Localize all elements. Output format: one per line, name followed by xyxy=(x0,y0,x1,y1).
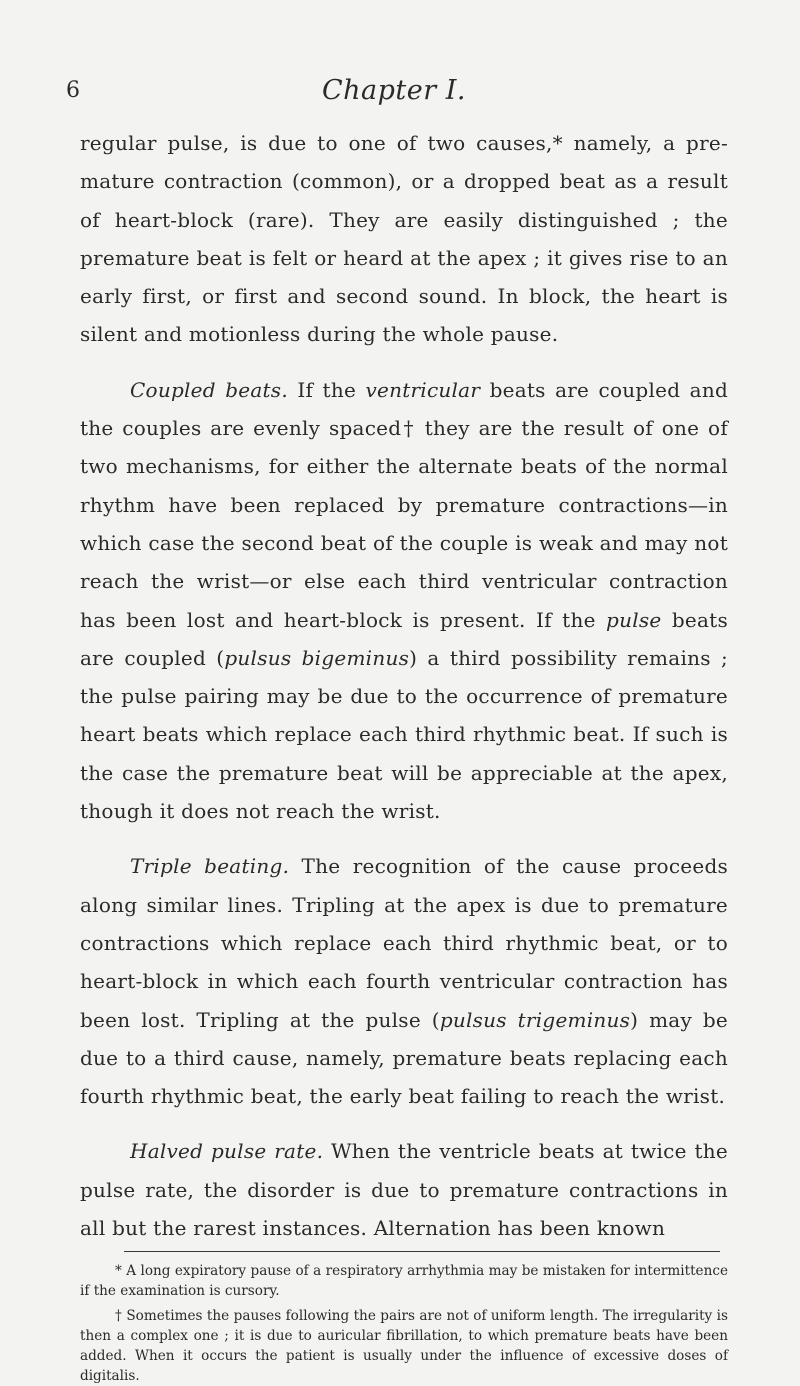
paragraph xyxy=(80,371,728,831)
page-number: 6 xyxy=(66,78,80,103)
text-run: ) may be due to a third cause, namely, premature beats replacing each fourth rhythmic beat, the early beat failing to reach the wrist. xyxy=(80,1007,728,1109)
body-text xyxy=(80,124,728,1247)
paragraph xyxy=(80,1132,728,1247)
text-run: ) a third possibility remains ; the pulse pairing may be due to the occurrence of premature heart beats which replace each third rhythmic beat. If such is the case the premature beat will be appreciable at the apex, though it does not reach the wrist. xyxy=(80,645,728,824)
italic-term: ventricular xyxy=(365,377,481,402)
text-run: If the xyxy=(287,377,366,402)
paragraph-lead: Triple beating. xyxy=(130,854,290,879)
paragraph xyxy=(80,847,728,1115)
page-header xyxy=(66,76,722,112)
text-run: When the ventricle beats at twice the pulse rate, the disorder is due to premature contractions in all but the rarest instances. Alternation has been known xyxy=(80,1139,728,1241)
text-run: The recognition of the cause proceeds along similar lines. Tripling at the apex is due to premature contractions which replace each third rhythmic beat, or to heart-block in which each fourth ventricular contraction has been lost. Tripling at the pulse ( xyxy=(80,854,729,1032)
footnote-divider xyxy=(124,1251,720,1252)
footnote-dagger: † Sometimes the pauses following the pairs are not of uniform length. The irregularity is then a complex one ; it is due to auricular fibrillation, to which premature beats have been added. When it occurs the patient is usually under the influence of excessive doses of digitalis. xyxy=(80,1308,728,1384)
footnotes xyxy=(80,1261,728,1386)
italic-term: pulse xyxy=(606,607,662,632)
paragraph xyxy=(80,124,728,354)
running-head: Chapter I. xyxy=(322,75,466,106)
italic-term: pulsus bigeminus xyxy=(224,645,410,670)
text-run: regular pulse, is due to one of two causes,* namely, a pre-mature contraction (common), or a dropped beat as a result of heart-block (rare). They are easily distinguished ; the premature beat is felt or heard at the apex ; it gives rise to an early first, or first and second sound. In block, the heart is silent and motionless during the whole pause. xyxy=(80,131,728,347)
paragraph-lead: Coupled beats. xyxy=(130,377,288,402)
paragraph-lead: Halved pulse rate. xyxy=(130,1139,324,1164)
text-run: beats are coupled and the couples are evenly spaced† they are the result of one of two mechanisms, for either the alternate beats of the normal rhythm have been replaced by premature contractions—in which case the second beat of the couple is weak and may not reach the wrist—or else each third ventricular contraction has been lost and heart-block is present. If the xyxy=(80,377,729,632)
footnote-asterisk: * A long expiratory pause of a respiratory arrhythmia may be mistaken for intermittence if the examination is cursory. xyxy=(80,1263,728,1299)
text-run: beats are coupled ( xyxy=(80,607,728,670)
italic-term: pulsus trigeminus xyxy=(439,1007,631,1032)
